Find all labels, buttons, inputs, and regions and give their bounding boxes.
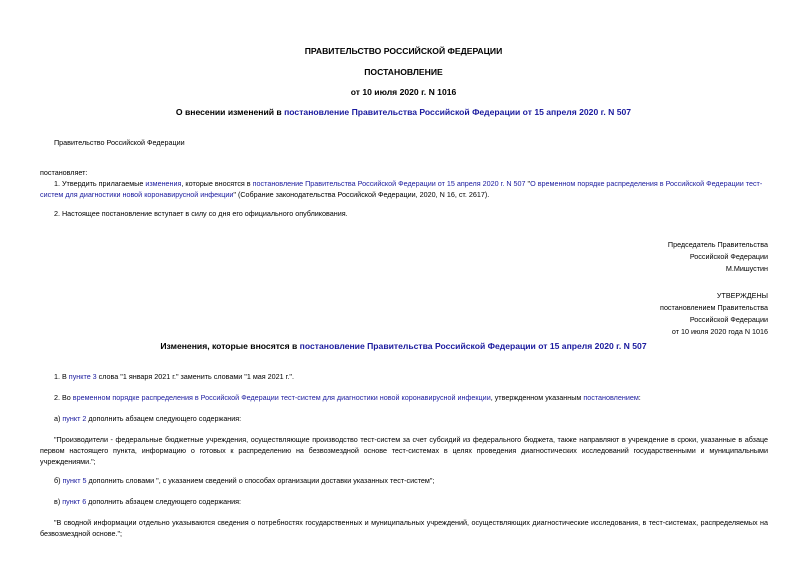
quote-2: "В сводной информации отдельно указываются сведения о потребностях государственных и муниципальных учреждений, осуществляющих диагностические исследования, в тест-системах, распределяемых на безвозмездной основе."; bbox=[40, 518, 768, 538]
point-6-link[interactable]: пункт 6 bbox=[62, 497, 87, 506]
changes-link[interactable]: изменения bbox=[145, 179, 182, 188]
change-a-text-b: дополнить абзацем следующего содержания: bbox=[86, 414, 242, 423]
decrees-text: постановляет: bbox=[40, 168, 88, 177]
change-2-text-b: , утвержденном указанным bbox=[490, 393, 584, 402]
signature-country: Российской Федерации bbox=[689, 252, 768, 261]
point-2-link[interactable]: пункт 2 bbox=[62, 414, 87, 423]
item-1-text-b: , которые вносятся в bbox=[181, 179, 253, 188]
document-date: от 10 июля 2020 г. N 1016 bbox=[350, 87, 457, 97]
changes-title-prefix: Изменения, которые вносятся в bbox=[160, 341, 300, 351]
document-type: ПОСТАНОВЛЕНИЕ bbox=[364, 67, 443, 77]
signature-name: М.Мишустин bbox=[725, 264, 768, 273]
approved-by: постановлением Правительства bbox=[660, 303, 768, 312]
change-2-text-a: 2. Во bbox=[54, 393, 73, 402]
item-1-text-d: " (Собрание законодательства Российской Федерации, 2020, N 16, ст. 2617). bbox=[233, 190, 490, 199]
approved-label: УТВЕРЖДЕНЫ bbox=[716, 291, 768, 300]
change-b bbox=[40, 475, 768, 486]
item-1-text-a: 1. Утвердить прилагаемые bbox=[54, 179, 146, 188]
change-b-text-a: б) bbox=[54, 476, 63, 485]
approved-country: Российской Федерации bbox=[689, 315, 768, 324]
change-a bbox=[40, 413, 768, 424]
change-b-text-b: дополнить словами ", с указанием сведений о способах организации доставки указанных тест-систем"; bbox=[86, 476, 435, 485]
change-1 bbox=[40, 371, 768, 382]
procedure-link[interactable]: временном порядке распределения в Российской Федерации тест-систем для диагностики новой коронавирусной инфекции bbox=[72, 393, 491, 402]
resolution-507-link[interactable]: постановление Правительства Российской Федерации от 15 апреля 2020 г. N 507 bbox=[252, 179, 526, 188]
item-1-text-c: " bbox=[525, 179, 531, 188]
point-3-link[interactable]: пункте 3 bbox=[68, 372, 97, 381]
change-2-text-c: : bbox=[638, 393, 641, 402]
document-title bbox=[0, 107, 807, 117]
change-1-text-b: слова "1 января 2021 г." заменить словами "1 мая 2021 г.". bbox=[96, 372, 294, 381]
document-title-link[interactable]: постановление Правительства Российской Федерации от 15 апреля 2020 г. N 507 bbox=[284, 107, 632, 117]
change-v-text-b: дополнить абзацем следующего содержания: bbox=[86, 497, 242, 506]
approved-block bbox=[660, 290, 768, 338]
changes-title-link[interactable]: постановление Правительства Российской Федерации от 15 апреля 2020 г. N 507 bbox=[299, 341, 647, 351]
resolution-link[interactable]: постановлением bbox=[583, 393, 639, 402]
change-a-text-a: а) bbox=[54, 414, 63, 423]
temporary-procedure-link[interactable]: О временном порядке распределения в Российской Федерации тест-систем для диагностики новой коронавирусной инфекции bbox=[40, 179, 763, 199]
signature-position: Председатель Правительства bbox=[667, 240, 768, 249]
change-1-text-a: 1. В bbox=[54, 372, 69, 381]
item-1 bbox=[40, 178, 768, 200]
change-2 bbox=[40, 392, 768, 403]
item-2: 2. Настоящее постановление вступает в силу со дня его официального опубликования. bbox=[54, 209, 348, 218]
change-v-text-a: в) bbox=[54, 497, 63, 506]
quote-1: "Производители - федеральные бюджетные учреждения, осуществляющие производство тест-систем за счет субсидий из федерального бюджета, также направляют в учреждение в сроки, указанные в абзаце первом настоящего пункта, информацию о готовых к распределению на безвозмездной основе тест-системах в целях проведения диагностических исследований государственными и муниципальными учреждениями."; bbox=[40, 435, 768, 466]
signature-block bbox=[668, 239, 768, 275]
point-5-link[interactable]: пункт 5 bbox=[62, 476, 87, 485]
government-heading: ПРАВИТЕЛЬСТВО РОССИЙСКОЙ ФЕДЕРАЦИИ bbox=[304, 46, 503, 56]
change-v bbox=[40, 496, 768, 507]
changes-title bbox=[0, 341, 807, 351]
approved-date: от 10 июля 2020 года N 1016 bbox=[671, 327, 768, 336]
government-short: Правительство Российской Федерации bbox=[54, 138, 185, 147]
document-title-prefix: О внесении изменений в bbox=[175, 107, 285, 117]
